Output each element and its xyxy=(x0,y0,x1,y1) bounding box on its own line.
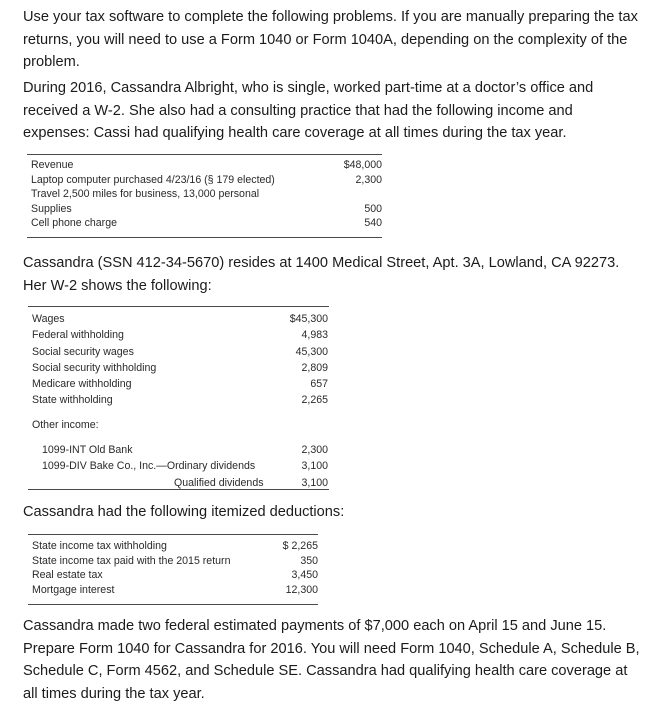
table-row: 1099-DIV Bake Co., Inc.—Ordinary dividends 3,100 xyxy=(42,460,328,473)
other-income-heading: Other income: xyxy=(32,418,99,431)
table-row: State withholding 2,265 xyxy=(32,394,328,407)
table-bottom-rule xyxy=(28,604,318,605)
scenario-paragraph: During 2016, Cassandra Albright, who is single, worked part-time at a doctor’s office and received a W-2. She also had a consulting practice that had the following income and expenses: Cassi had qualifying health care coverage at all times during the tax year. xyxy=(23,80,594,141)
table-row: Wages $45,300 xyxy=(32,313,328,325)
table-row: Travel 2,500 miles for business, 13,000 personal xyxy=(31,188,260,201)
table-bottom-rule xyxy=(27,237,382,238)
table-row: Laptop computer purchased 4/23/16 (§ 179 elected) 2,300 xyxy=(31,173,382,186)
business-table xyxy=(31,158,382,231)
table-row: Medicare withholding 657 xyxy=(32,378,328,391)
residence-paragraph: Cassandra (SSN 412-34-5670) resides at 1400 Medical Street, Apt. 3A, Lowland, CA 92273. Her W-2 shows the following: xyxy=(23,255,620,294)
table-top-rule xyxy=(27,154,382,155)
table-top-rule xyxy=(28,306,329,307)
table-row: Federal withholding 4,983 xyxy=(32,329,328,342)
table-row: State income tax withholding $ 2,265 xyxy=(32,540,318,552)
w2-table xyxy=(32,312,328,492)
table-row: Social security withholding 2,809 xyxy=(32,361,328,374)
table-row: Real estate tax 3,450 xyxy=(32,569,318,582)
table-top-rule xyxy=(28,534,318,535)
table-row: Supplies 500 xyxy=(31,202,382,215)
table-row: Social security wages 45,300 xyxy=(32,345,328,358)
table-row: Mortgage interest 12,300 xyxy=(32,583,318,596)
table-row: Revenue $48,000 xyxy=(31,159,382,171)
table-row: State income tax paid with the 2015 return 350 xyxy=(32,554,318,567)
table-row: 1099-INT Old Bank 2,300 xyxy=(42,444,328,457)
table-row: Qualified dividends 3,100 xyxy=(174,476,328,489)
table-row: Cell phone charge 540 xyxy=(31,217,382,230)
closing-paragraph: Cassandra made two federal estimated payments of $7,000 each on April 15 and June 15. Prepare Form 1040 for Cassandra for 2016. You will need Form 1040, Schedule A, Schedule B, Schedule C, Form 4562, and Schedule SE. Cassandra had qualifying health care coverage at all times during the tax year. xyxy=(23,618,640,702)
table-bottom-rule xyxy=(28,489,329,490)
itemized-table xyxy=(32,539,318,597)
intro-paragraph: Use your tax software to complete the following problems. If you are manually preparing the tax returns, you will need to use a Form 1040 or Form 1040A, depending on the complexity of the problem. xyxy=(23,9,638,70)
itemized-heading: Cassandra had the following itemized deductions: xyxy=(23,504,345,520)
